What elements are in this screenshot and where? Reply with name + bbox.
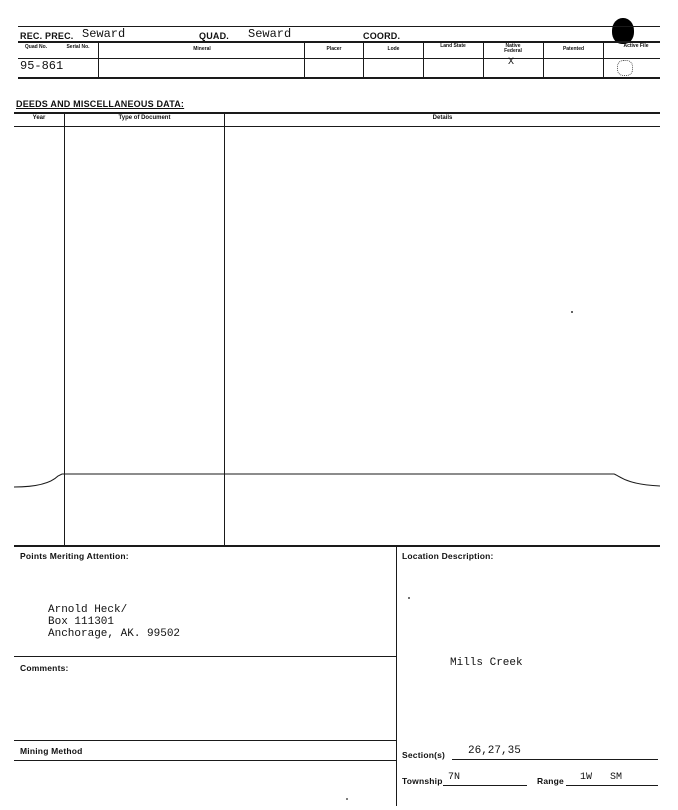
township-label: Township	[402, 776, 443, 786]
bottom-divider	[396, 546, 397, 806]
sections-label: Section(s)	[402, 750, 446, 760]
points-line-2: Box 111301	[48, 616, 115, 628]
sections-value: 26,27,35	[468, 745, 521, 757]
township-value: 7N	[448, 772, 461, 783]
location-label: Location Description:	[402, 551, 494, 561]
quad-no-value: 95-861	[20, 59, 64, 73]
rec-prec-value: Seward	[82, 27, 126, 41]
points-line-1: Arnold Heck/	[48, 604, 128, 616]
col-quad-no: Quad No.	[24, 44, 48, 50]
points-line-3: Anchorage, AK. 99502	[48, 628, 181, 640]
col-details: Details	[432, 115, 453, 121]
col-serial-no: Serial No.	[66, 44, 90, 50]
comments-label: Comments:	[20, 663, 69, 673]
points-label: Points Meriting Attention:	[20, 551, 129, 561]
col-native-federal: Native Federal	[504, 43, 522, 54]
col-lode: Lode	[387, 46, 400, 52]
col-year: Year	[32, 115, 46, 121]
col-patented: Patented	[562, 46, 585, 52]
range-label: Range	[537, 776, 564, 786]
speck-mark	[571, 311, 573, 313]
col-placer: Placer	[326, 46, 342, 52]
rec-prec-label: REC. PREC.	[20, 31, 74, 41]
quad-value: Seward	[248, 27, 292, 41]
header-bottom-rule	[18, 77, 660, 79]
active-file-stamp	[617, 60, 633, 76]
range-value: 1W	[580, 772, 593, 783]
deeds-title: DEEDS AND MISCELLANEOUS DATA:	[16, 99, 185, 109]
col-active-file: Active File	[623, 43, 649, 49]
mining-method-label: Mining Method	[20, 746, 83, 756]
coord-label: COORD.	[363, 31, 401, 41]
native-federal-mark: X	[508, 57, 515, 68]
col-land-state: Land State	[440, 43, 466, 49]
col-mineral: Mineral	[193, 46, 211, 52]
meridian-value: SM	[610, 772, 623, 783]
page-fold-line	[14, 468, 660, 492]
location-value: Mills Creek	[450, 657, 523, 669]
header-top-rule	[18, 41, 660, 43]
col-type-of-document: Type of Document	[118, 115, 171, 121]
quad-label: QUAD.	[199, 31, 229, 41]
